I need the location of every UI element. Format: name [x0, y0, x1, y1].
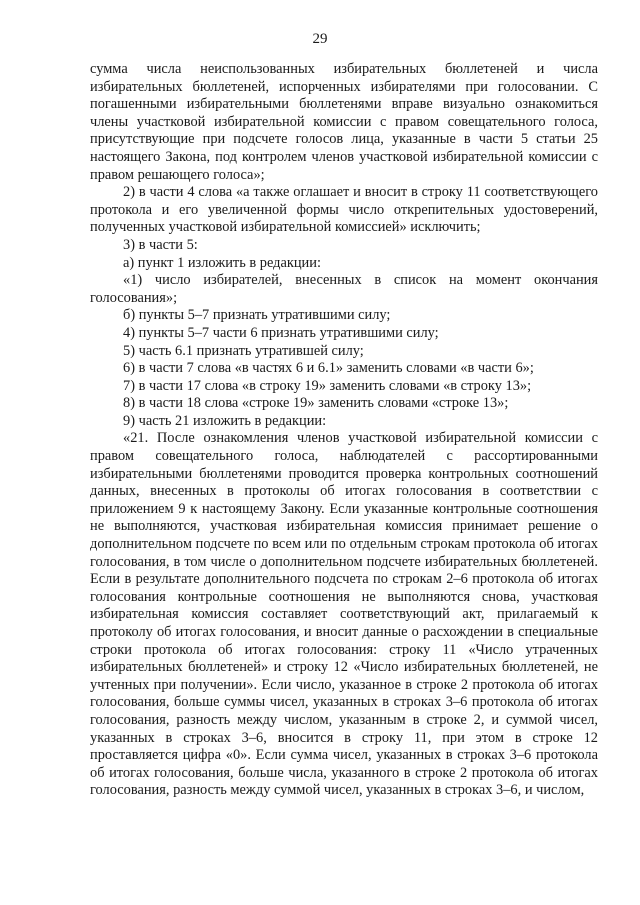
paragraph: б) пункты 5–7 признать утратившими силу; — [123, 307, 391, 324]
paragraph: 4) пункты 5–7 части 6 признать утратившими силу; — [123, 324, 439, 341]
paragraph: «21. После ознакомления членов участковой избирательной комиссии с правом совещательного голоса, наблюдателей с рассортированными избирательными бюллетенями проводится проверка контрольных соотношений данных, внесенных в протоколы об итогах голосования в соответствии с приложением 9 к настоящему Закону. Если указанные контрольные соотношения не выполняются, участковая избирательная комиссия принимает решение о дополнительном подсчете по всем или по отдельным строкам протокола об итогах голосования, в том числе о дополнительном подсчете избирательных бюллетеней. Если в результате дополнительного подсчета по строкам 2–6 протокола об итогах голосования контрольные соотношения не выполняются снова, участковая избирательная комиссия составляет соответствующий акт, прилагаемый к протоколу об итогах голосования, и вносит данные о расхождении в специальные строки протокола об итогах голосования: строку 11 «Число утраченных избирательных бюллетеней» и строку 12 «Число избирательных бюллетеней, не учтенных при получении». Если число, указанное в строке 2 протокола об итогах голосования, больше суммы чисел, указанных в строках 3–6 протокола об итогах голосования, разность между числом, указанным в строке 2, и суммой чисел, указанных в строках 3–6, вносится в строку 11, при этом в строке 12 проставляется цифра «0». Если сумма чисел, указанных в строках 3–6 протокола об итогах голосования, больше числа, указанного в строке 2 протокола об итогах голосования, разность между суммой чисел, указанных в строках 3–6, и числом, — [90, 430, 598, 799]
paragraph: 9) часть 21 изложить в редакции: — [123, 412, 327, 429]
paragraph: сумма числа неиспользованных избирательных бюллетеней и числа избирательных бюллетеней, испорченных избирателями при голосовании. С погашенными избирательными бюллетенями вправе визуально ознакомиться члены участковой избирательной комиссии с правом совещательного голоса, присутствующие при подсчете голосов лица, указанные в части 5 статьи 25 настоящего Закона, под контролем членов участковой избирательной комиссии с правом решающего голоса»; — [90, 61, 598, 183]
paragraph: 7) в части 17 слова «в строку 19» заменить словами «в строку 13»; — [123, 377, 532, 394]
paragraph: 2) в части 4 слова «а также оглашает и вносит в строку 11 соответствующего протокола и его увеличенной формы число открепительных удостоверений, полученных участковой избирательной комиссией» исключить; — [90, 184, 598, 236]
paragraph: 8) в части 18 слова «строке 19» заменить словами «строке 13»; — [123, 395, 509, 412]
paragraph: 5) часть 6.1 признать утратившей силу; — [123, 342, 364, 359]
paragraph: «1) число избирателей, внесенных в список на момент окончания голосования»; — [90, 272, 598, 306]
paragraph: 3) в части 5: — [123, 236, 198, 253]
document-body — [90, 61, 598, 800]
paragraph: 6) в части 7 слова «в частях 6 и 6.1» заменить словами «в части 6»; — [123, 360, 534, 377]
page-number: 29 — [312, 31, 328, 47]
paragraph: а) пункт 1 изложить в редакции: — [123, 254, 321, 271]
